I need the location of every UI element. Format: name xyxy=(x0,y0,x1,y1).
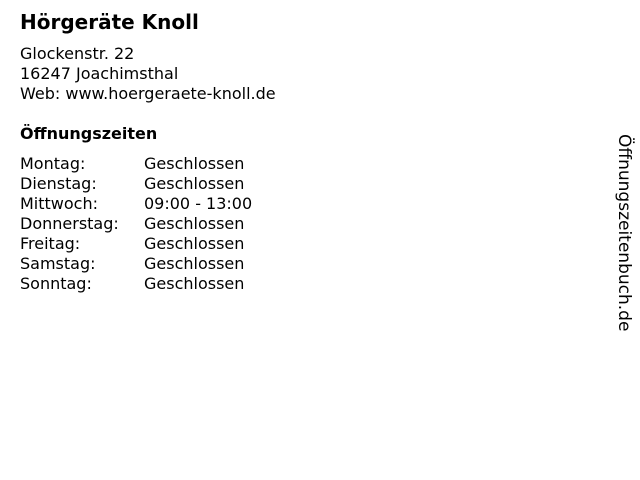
day-label: Samstag: xyxy=(20,254,96,273)
hours-row-wednesday xyxy=(20,194,252,214)
hours-row-thursday xyxy=(20,214,252,234)
side-watermark xyxy=(612,134,636,364)
hours-row-friday xyxy=(20,234,252,254)
hours-row-monday xyxy=(20,154,252,174)
website-line: Web: www.hoergeraete-knoll.de xyxy=(20,84,276,103)
side-watermark-text: Öffnungszeitenbuch.de xyxy=(614,134,634,332)
city-address: 16247 Joachimsthal xyxy=(20,64,179,83)
hours-row-tuesday xyxy=(20,174,252,194)
day-label: Freitag: xyxy=(20,234,81,253)
day-label: Donnerstag: xyxy=(20,214,119,233)
time-value: Geschlossen xyxy=(144,214,245,233)
time-value: Geschlossen xyxy=(144,274,245,293)
street-address: Glockenstr. 22 xyxy=(20,44,135,63)
business-name: Hörgeräte Knoll xyxy=(20,10,199,34)
day-label: Dienstag: xyxy=(20,174,97,193)
day-label: Montag: xyxy=(20,154,86,173)
hours-row-saturday xyxy=(20,254,252,274)
day-label: Sonntag: xyxy=(20,274,92,293)
time-value: 09:00 - 13:00 xyxy=(144,194,253,213)
address-block xyxy=(20,44,276,104)
day-label: Mittwoch: xyxy=(20,194,98,213)
time-value: Geschlossen xyxy=(144,154,245,173)
time-value: Geschlossen xyxy=(144,234,245,253)
hours-row-sunday xyxy=(20,274,252,294)
time-value: Geschlossen xyxy=(144,174,245,193)
time-value: Geschlossen xyxy=(144,254,245,273)
opening-hours-heading: Öffnungszeiten xyxy=(20,124,158,143)
opening-hours-list xyxy=(20,154,252,294)
